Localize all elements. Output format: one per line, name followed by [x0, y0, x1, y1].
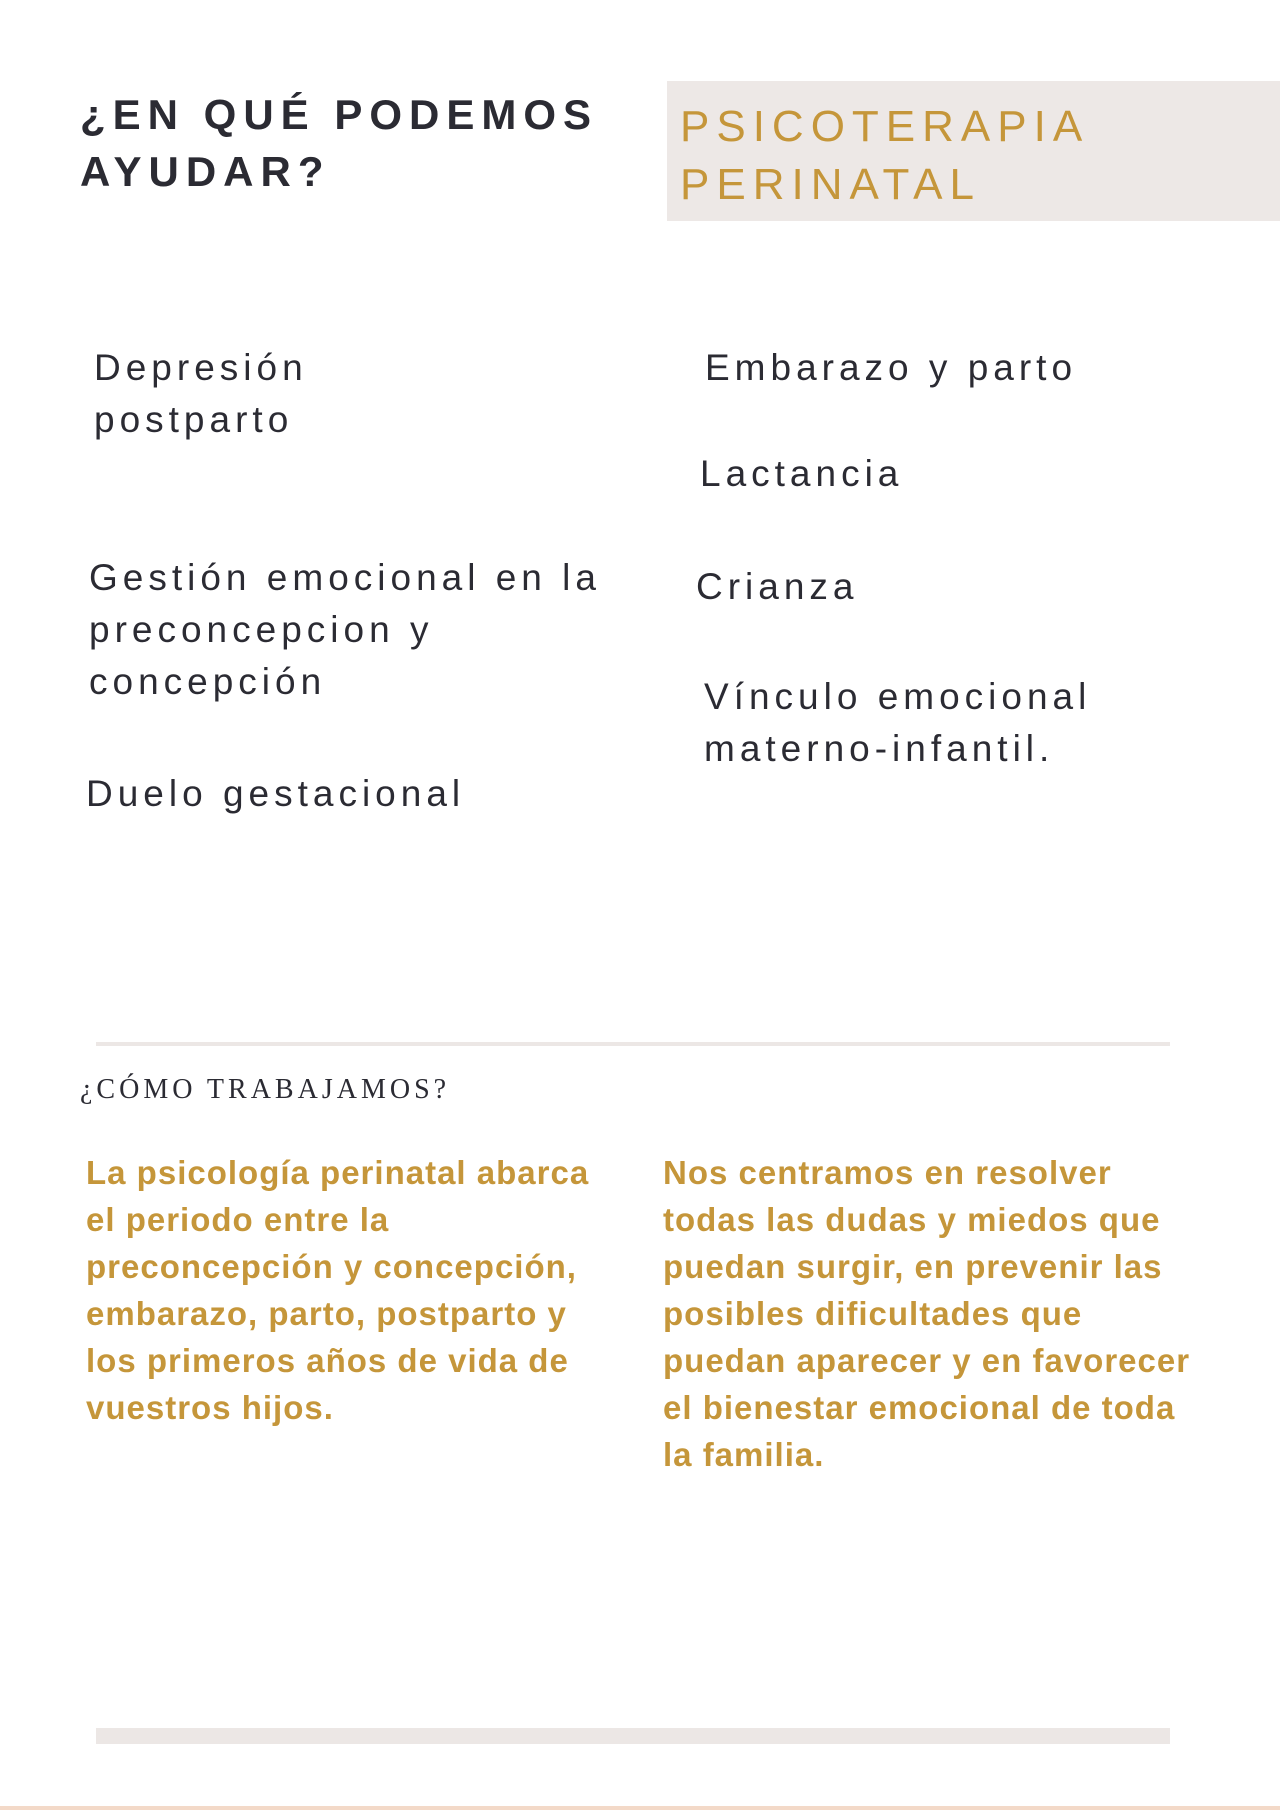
page-title: PSICOTERAPIA PERINATAL: [680, 102, 1087, 209]
method-paragraph-right: Nos centramos en resolver todas las dudas y miedos que puedan surgir, en prevenir las posibles dificultades que puedan aparecer y en favorecer el bienestar emocional de toda la familia.: [663, 1154, 1191, 1473]
topic-embarazo-parto: Embarazo y parto: [705, 347, 1078, 388]
topic-gestion-emocional: Gestión emocional en la preconcepcion y concepción: [89, 557, 601, 702]
topic-duelo-gestacional: Duelo gestacional: [86, 773, 466, 814]
page-bottom-edge: [0, 1806, 1280, 1810]
footer-bar: [96, 1728, 1170, 1744]
page-question-heading: ¿EN QUÉ PODEMOS AYUDAR?: [80, 91, 599, 195]
topic-lactancia: Lactancia: [700, 453, 904, 494]
method-heading: ¿CÓMO TRABAJAMOS?: [80, 1074, 451, 1105]
section-divider: [96, 1042, 1170, 1046]
topic-depresion-postparto: Depresión postparto: [94, 347, 308, 440]
method-paragraph-left: La psicología perinatal abarca el periodo entre la preconcepción y concepción, embarazo, parto, postparto y los primeros años de vida de vuestros hijos.: [86, 1154, 590, 1426]
topic-crianza: Crianza: [696, 566, 859, 607]
topic-vinculo-emocional: Vínculo emocional materno-infantil.: [704, 676, 1092, 769]
